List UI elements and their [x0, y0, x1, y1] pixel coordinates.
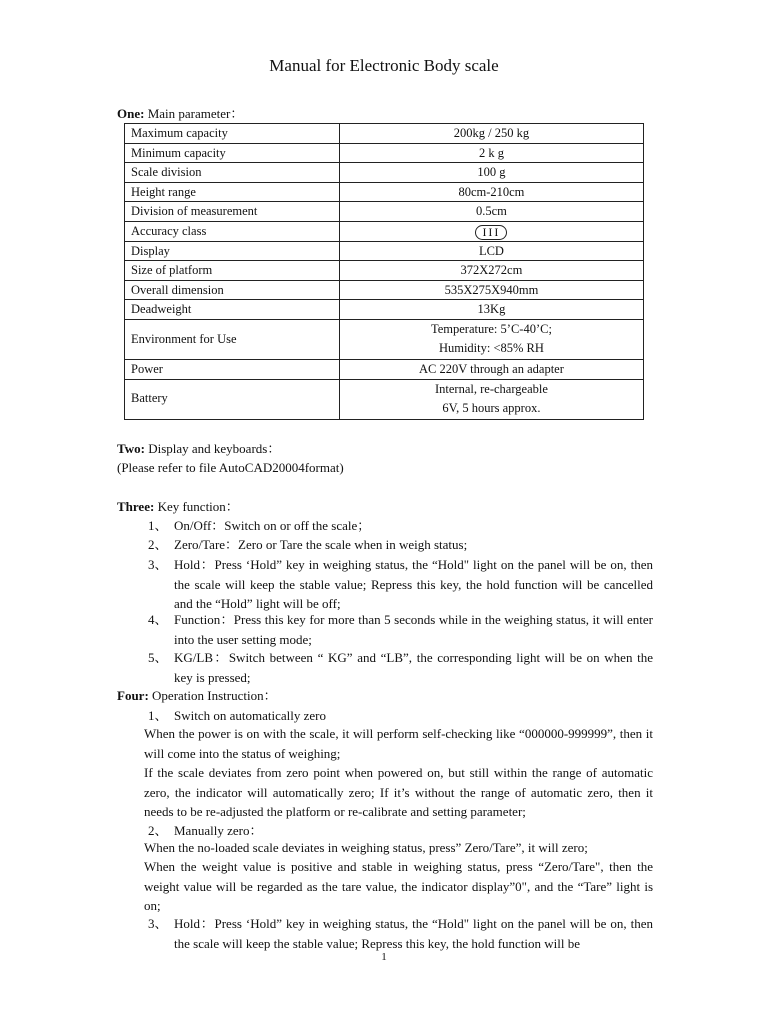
section-two-label: Two: [117, 441, 145, 456]
list-item [148, 914, 653, 953]
section-two-text: Display and keyboards： [144, 441, 281, 456]
param-name: Size of platform [125, 261, 340, 281]
battery-line-1: Internal, re-chargeable [435, 381, 548, 396]
table-row [125, 124, 644, 144]
table-row [125, 359, 644, 379]
section-one-label: One: [117, 106, 145, 121]
table-row [125, 241, 644, 261]
battery-line-2: 6V, 5 hours approx. [442, 401, 541, 416]
list-number: 4、 [148, 612, 168, 627]
table-row [125, 379, 644, 419]
section-three-heading [117, 497, 239, 517]
document-title: Manual for Electronic Body scale [269, 56, 499, 75]
table-row [125, 163, 644, 183]
param-name: Division of measurement [125, 202, 340, 222]
param-value: 372X272cm [339, 261, 643, 281]
param-value: 13Kg [339, 300, 643, 320]
section-four-label: Four: [117, 688, 149, 703]
param-name: Scale division [125, 163, 340, 183]
list-number: 1、 [148, 708, 168, 723]
list-number: 3、 [148, 916, 168, 931]
param-name: Overall dimension [125, 280, 340, 300]
table-row [125, 280, 644, 300]
param-name: Power [125, 359, 340, 379]
paragraph: If the scale deviates from zero point when powered on, but still within the range of automatic zero, the indicator will automatically zero; If it’s without the range of automatic zero, then it needs to be re-adjusted the platform or re-calibrate and setting parameter; [144, 765, 653, 819]
section-two-note: (Please refer to file AutoCAD20004format) [117, 460, 344, 475]
list-number: 2、 [148, 537, 168, 552]
list-text: Function：Press this key for more than 5 seconds while in the weighing status, it will enter into the user setting mode; [174, 612, 653, 647]
param-name: Display [125, 241, 340, 261]
list-text: Manually zero： [174, 823, 263, 838]
list-text: Hold：Press ‘Hold” key in weighing status, the “Hold" light on the panel will be on, then the scale will keep the stable value; Repress this key, the hold function will be [174, 916, 653, 951]
param-name: Minimum capacity [125, 143, 340, 163]
param-value: 200kg / 250 kg [339, 124, 643, 144]
param-name: Deadweight [125, 300, 340, 320]
paragraph: When the no-loaded scale deviates in weighing status, press” Zero/Tare”, it will zero; [144, 840, 588, 855]
param-value: AC 220V through an adapter [339, 359, 643, 379]
param-value: 80cm-210cm [339, 182, 643, 202]
section-four-heading [117, 686, 277, 706]
list-item [148, 535, 653, 555]
param-value [339, 379, 643, 419]
param-name: Accuracy class [125, 221, 340, 241]
list-number: 3、 [148, 557, 168, 572]
section-one-text: Main parameter： [144, 106, 244, 121]
param-name: Maximum capacity [125, 124, 340, 144]
param-value: 0.5cm [339, 202, 643, 222]
section-three-text: Key function： [154, 499, 239, 514]
section-one-heading [117, 104, 243, 124]
table-row [125, 221, 644, 241]
page-number: 1 [381, 951, 387, 963]
list-text: Zero/Tare：Zero or Tare the scale when in weigh status; [174, 537, 468, 552]
table-row [125, 202, 644, 222]
parameter-table [124, 123, 644, 420]
param-value: LCD [339, 241, 643, 261]
param-value: 2 k g [339, 143, 643, 163]
list-number: 2、 [148, 823, 168, 838]
list-item [148, 610, 653, 649]
param-name: Environment for Use [125, 319, 340, 359]
param-name: Height range [125, 182, 340, 202]
section-three-label: Three: [117, 499, 155, 514]
section-two-heading [117, 439, 280, 459]
list-text: Switch on automatically zero [174, 708, 326, 723]
table-row [125, 143, 644, 163]
table-row [125, 261, 644, 281]
table-row [125, 300, 644, 320]
list-item [148, 706, 653, 726]
param-value: 535X275X940mm [339, 280, 643, 300]
param-name: Battery [125, 379, 340, 419]
list-item [148, 516, 653, 536]
table-row [125, 182, 644, 202]
table-row [125, 319, 644, 359]
param-value: 100 g [339, 163, 643, 183]
paragraph: When the weight value is positive and stable in weighing status, press “Zero/Tare", then the weight value will be regarded as the tare value, the indicator display”0", and the “Tare” light is on; [144, 859, 653, 913]
list-text: KG/LB：Switch between “ KG” and “LB”, the corresponding light will be on when the key is pressed; [174, 650, 653, 685]
list-item [148, 555, 653, 614]
list-number: 5、 [148, 650, 168, 665]
list-item [148, 648, 653, 687]
env-line-1: Temperature: 5’C-40’C; [430, 321, 552, 336]
param-value [339, 319, 643, 359]
accuracy-class-mark: III [475, 225, 507, 240]
section-four-text: Operation Instruction： [148, 688, 277, 703]
env-line-2: Humidity: <85% RH [438, 341, 544, 356]
list-text: Hold：Press ‘Hold” key in weighing status, the “Hold" light on the panel will be on, then the scale will keep the stable value; Repress this key, the hold function will be cancelled and the “Hold” light will be off; [174, 557, 653, 611]
list-text: On/Off：Switch on or off the scale； [174, 518, 371, 533]
paragraph: When the power is on with the scale, it will perform self-checking like “000000-999999”, then it will come into the status of weighing; [144, 726, 653, 761]
list-number: 1、 [148, 518, 168, 533]
